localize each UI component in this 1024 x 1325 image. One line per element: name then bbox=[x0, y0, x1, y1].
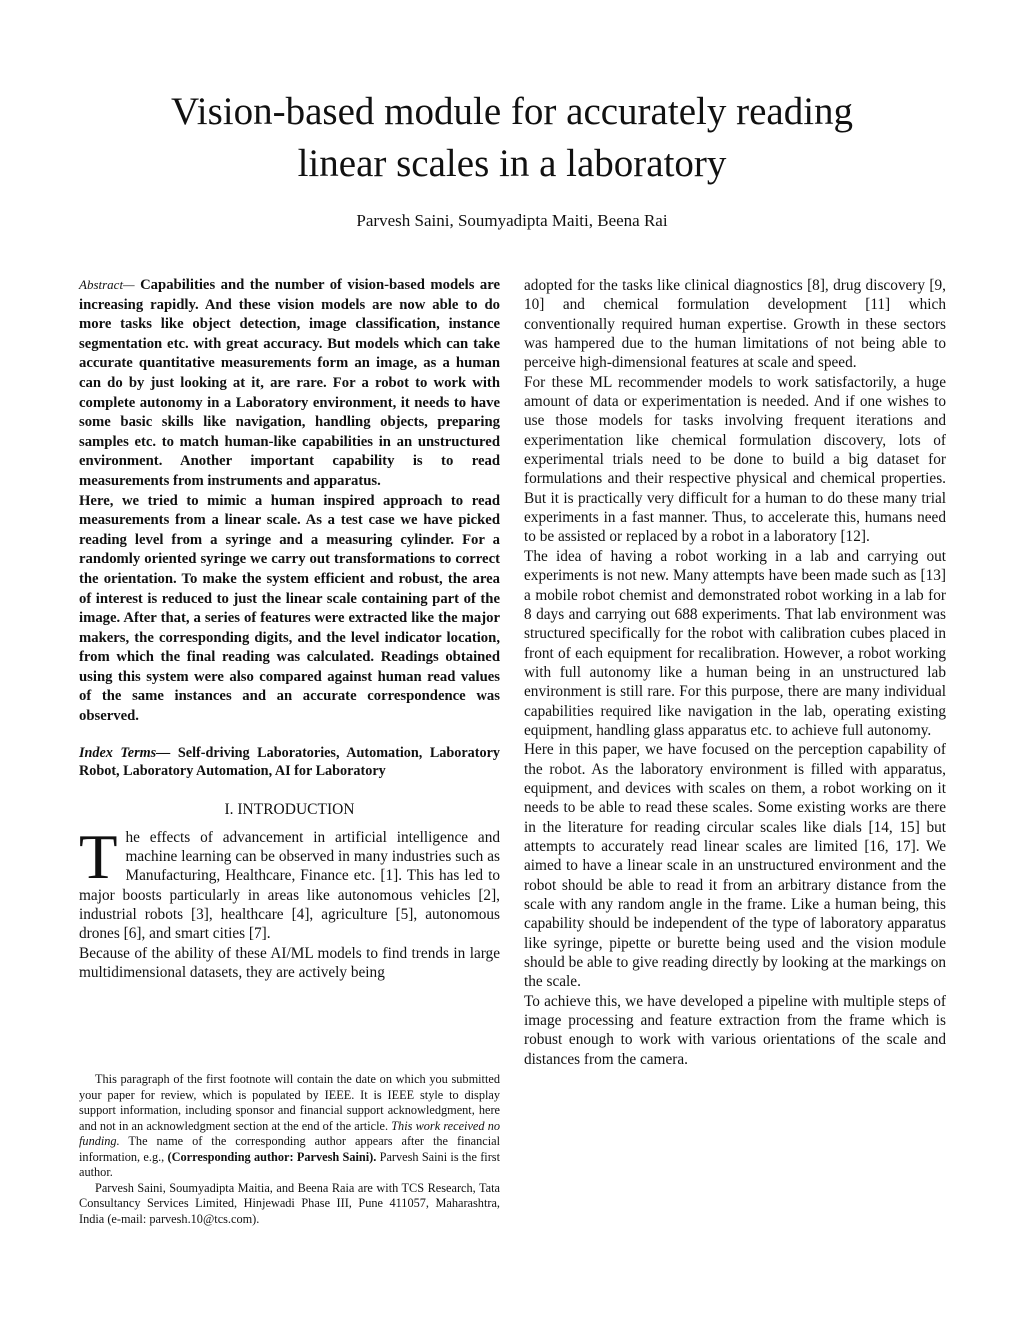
first-page-footnote bbox=[79, 1072, 500, 1227]
funding-statement: This work received no funding. bbox=[79, 1118, 500, 1148]
left-column bbox=[79, 275, 500, 982]
section-heading-introduction: I. INTRODUCTION bbox=[224, 800, 355, 818]
body-paragraph-5: To achieve this, we have developed a pipeline with multiple steps of image processing and feature extraction from the frame which is robust enough to work with various orientations of the scale and distances from the camera. bbox=[524, 992, 946, 1068]
abstract-label: Abstract— bbox=[79, 277, 135, 292]
intro-paragraph-2: Because of the ability of these AI/ML models to find trends in large multidimensional datasets, they are actively being bbox=[79, 944, 500, 982]
index-terms bbox=[79, 744, 500, 781]
abstract-paragraph-2: Here, we tried to mimic a human inspired approach to read measurements from a linear scale. As a test case we have picked reading level from a syringe and a measuring cylinder. For a randomly oriented syringe we carry out transformations to correct the orientation. To make the system efficient and robust, the area of interest is reduced to just the linear scale containing part of the image. After that, a series of features were extracted like the major makers, the corresponding digits, and the level indicator location, from which the final reading was calculated. Readings obtained using this system were also compared against human read values of the same instances and an accurate correspondence was observed. bbox=[79, 492, 500, 725]
footnote-paragraph-1: This paragraph of the first footnote will contain the date on which you submitted your paper for review, which is populated by IEEE. It is IEEE style to display support information, including sponsor and financial support acknowledgment, here and not in an acknowledgment section at the end of the article. This work received no funding. The name of the corresponding author appears after the financial information, e.g., (Corresponding author: Parvesh Saini). Parvesh Saini is the first author. bbox=[79, 1072, 501, 1179]
abstract bbox=[79, 275, 500, 727]
footnote-paragraph-2: Parvesh Saini, Soumyadipta Maitia, and Beena Raia are with TCS Research, Tata Consultancy Services Limited, Hinjewadi Phase III, Pune 411057, Maharashtra, India (e-mail: parvesh.10@tcs.com). bbox=[79, 1180, 500, 1226]
title-line-1: Vision-based module for accurately reading bbox=[170, 90, 854, 133]
intro-text-1: he effects of advancement in artificial intelligence and machine learning can be observed in many industries such as Manufacturing, Healthcare, Finance etc. [1]. This has led to major boosts particularly in areas like autonomous vehicles [2], industrial robots [3], healthcare [4], agriculture [5], autonomous drones [6], and smart cities [7]. bbox=[79, 828, 500, 943]
right-column bbox=[524, 276, 946, 1069]
title-line-2: linear scales in a laboratory bbox=[297, 142, 727, 185]
index-terms-label: Index Terms— bbox=[79, 744, 171, 761]
abstract-paragraph-1 bbox=[79, 275, 500, 492]
body-paragraph-1: adopted for the tasks like clinical diagnostics [8], drug discovery [9, 10] and chemical formulation development [11] which conventionally required human expertise. Growth in these sectors was hampered due to the human limitations of not being able to perceive high-dimensional features at scale and speed. bbox=[524, 277, 946, 372]
abstract-text-1: Capabilities and the number of vision-based models are increasing rapidly. And these vision models are now able to do more tasks like object detection, image classification, instance segmentation etc. with great accuracy. But models which can take accurate quantitative measurements form an image, as a human can do by just looking at it, are rare. For a robot to work with complete autonomy in a Laboratory environment, it needs to have some basic skills like navigation, handling objects, preparing samples etc. to match human-like capabilities in an unstructured environment. Another important capability is to read measurements from instruments and apparatus. bbox=[79, 277, 501, 489]
drop-cap: T bbox=[79, 821, 118, 892]
author-list: Parvesh Saini, Soumyadipta Maiti, Beena Rai bbox=[356, 211, 668, 230]
intro-paragraph-1 bbox=[79, 821, 500, 944]
body-paragraph-4: Here in this paper, we have focused on the perception capability of the robot. As the laboratory environment is filled with apparatus, equipment, and devices with scales on them, a robot working on it needs to be able to read these scales. Some existing works are there in the literature for reading circular scales like dials [14, 15] but attempts to accurately read linear scales are limited [16, 17]. We aimed to have a linear scale in an unstructured environment and the robot should be able to read it from an arbitrary distance from the scale with any random angle in the frame. Like a human being, this capability should be independent of the type of laboratory apparatus like syringe, pipette or burette being used and the vision module should be able to give reading directly by looking at the markings on the scale. bbox=[524, 741, 946, 991]
body-paragraph-3: The idea of having a robot working in a lab and carrying out experiments is not new. Many attempts have been made such as [13] a mobile robot chemist and demonstrated robot working in a lab for 8 days and carrying out 688 experiments. That lab environment was structured specifically for the robot with calibration cubes placed in front of each equipment for recalibration. However, a robot working with full autonomy like a human being in an unstructured lab environment is still rare. For this purpose, there are many individual capabilities required like navigation in the lab, operating existing equipment, handling glass apparatus etc. to achieve full autonomy. bbox=[524, 547, 946, 739]
paper-title bbox=[112, 86, 912, 190]
corresponding-author: (Corresponding author: Parvesh Saini). bbox=[167, 1149, 377, 1164]
body-paragraph-2: For these ML recommender models to work satisfactorily, a huge amount of data or experimentation is needed. And if one wishes to use those models for tasks involving frequent iterations and experimentation like chemical formulation discovery, lots of experimental trials need to be done to build a big dataset for formulations and their respective physical and chemical properties. But it is practically very difficult for a human to do these many trial experiments in a fast manner. Thus, to accelerate this, humans need to be assisted or replaced by a robot in a laboratory [12]. bbox=[524, 373, 946, 546]
index-terms-text: Self-driving Laboratories, Automation, Laboratory Robot, Laboratory Automation, AI for Laboratory bbox=[79, 744, 500, 780]
